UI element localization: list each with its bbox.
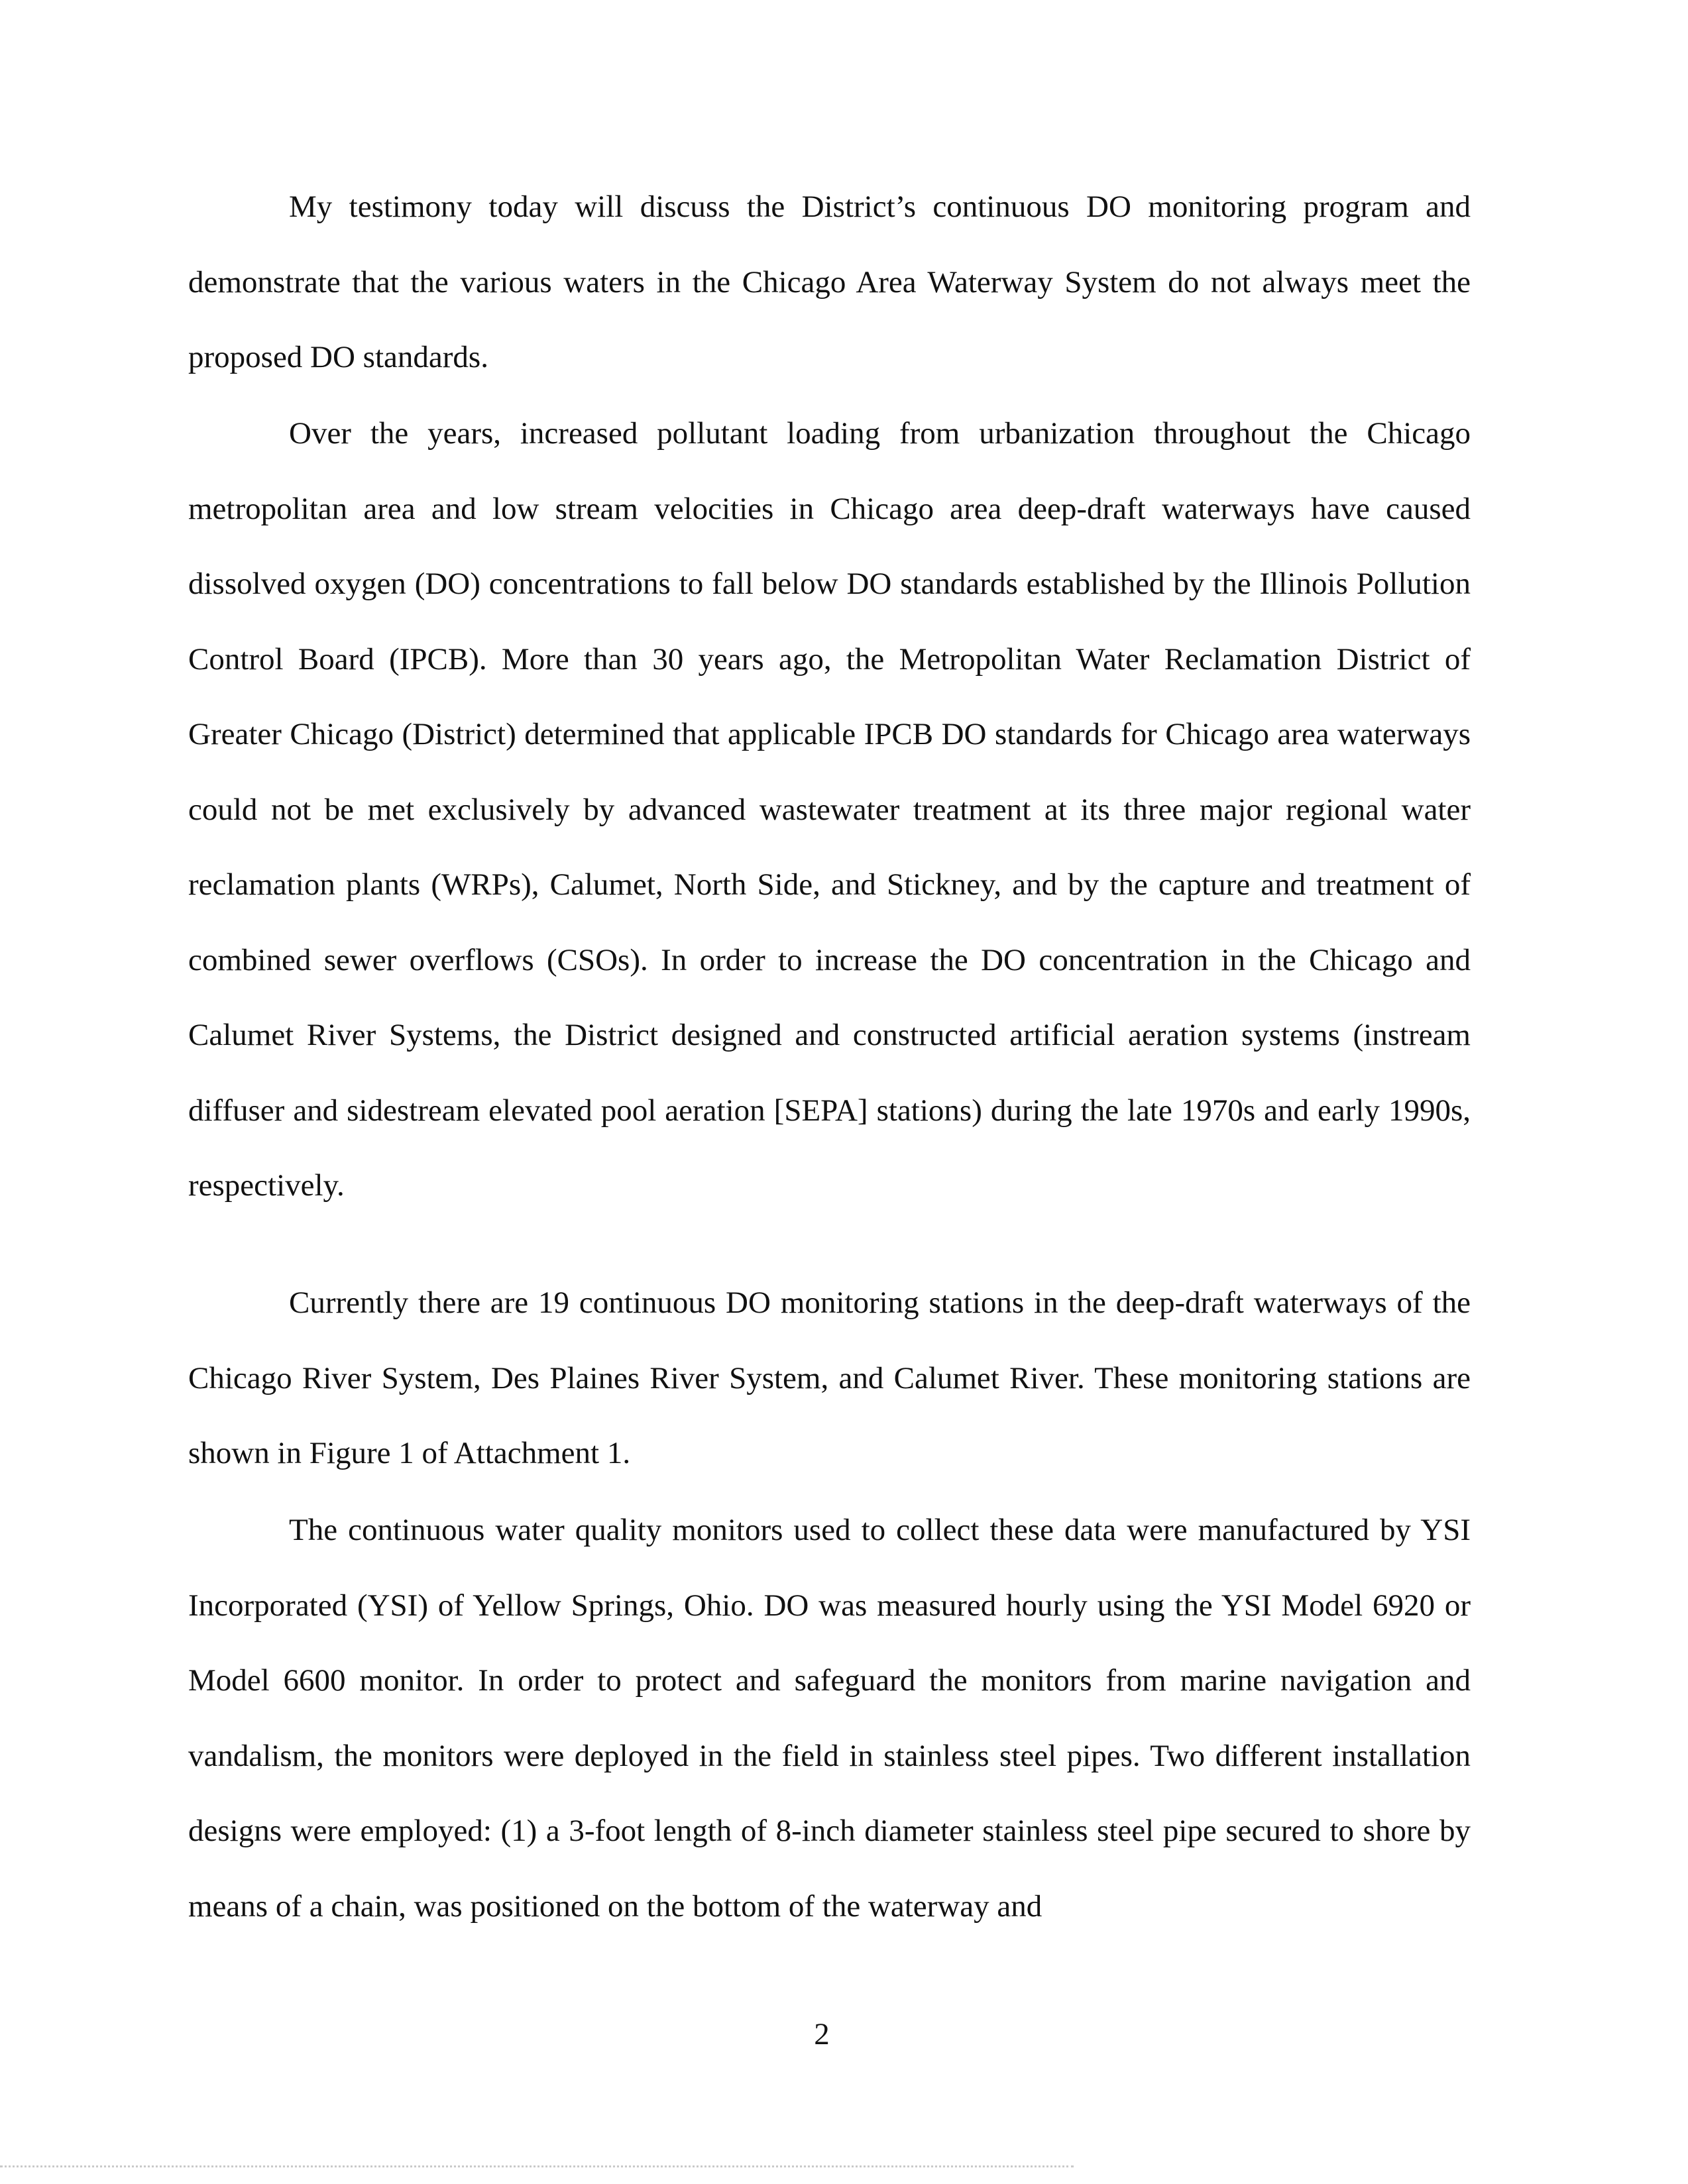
scan-artifact-line [0,2165,1074,2167]
paragraph-background: Over the years, increased pollutant loading from urbanization throughout the Chicago metropolitan area and low stream velocities in Chicago area deep-draft waterways have caused dissolved oxygen (DO) concentrations to fall below DO standards established by the Illinois Pollution Control Board (IPCB). More than 30 years ago, the Metropolitan Water Reclamation District of Greater Chicago (District) determined that applicable IPCB DO standards for Chicago area waterways could not be met exclusively by advanced wastewater treatment at its three major regional water reclamation plants (WRPs), Calumet, North Side, and Stickney, and by the capture and treatment of combined sewer overflows (CSOs). In order to increase the DO concentration in the Chicago and Calumet River Systems, the District designed and constructed artificial aeration systems (instream diffuser and sidestream elevated pool aeration [SEPA] stations) during the late 1970s and early 1990s, respectively. [188,416,1471,1203]
paragraph-testimony-intro: My testimony today will discuss the District’s continuous DO monitoring program and demonstrate that the various waters in the Chicago Area Waterway System do not always meet the proposed DO standards. [188,190,1471,374]
page-number: 2 [814,2017,830,2051]
paragraph-monitoring-stations: Currently there are 19 continuous DO monitoring stations in the deep-draft waterways of the Chicago River System, Des Plaines River System, and Calumet River. These monitoring stations are shown in Figure 1 of Attachment 1. [188,1285,1471,1470]
paragraph-monitors: The continuous water quality monitors used to collect these data were manufactured by YSI Incorporated (YSI) of Yellow Springs, Ohio. DO was measured hourly using the YSI Model 6920 or Model 6600 monitor. In order to protect and safeguard the monitors from marine navigation and vandalism, the monitors were deployed in the field in stainless steel pipes. Two different installation designs were employed: (1) a 3-foot length of 8-inch diameter stainless steel pipe secured to shore by means of a chain, was positioned on the bottom of the waterway and [188,1513,1471,1924]
